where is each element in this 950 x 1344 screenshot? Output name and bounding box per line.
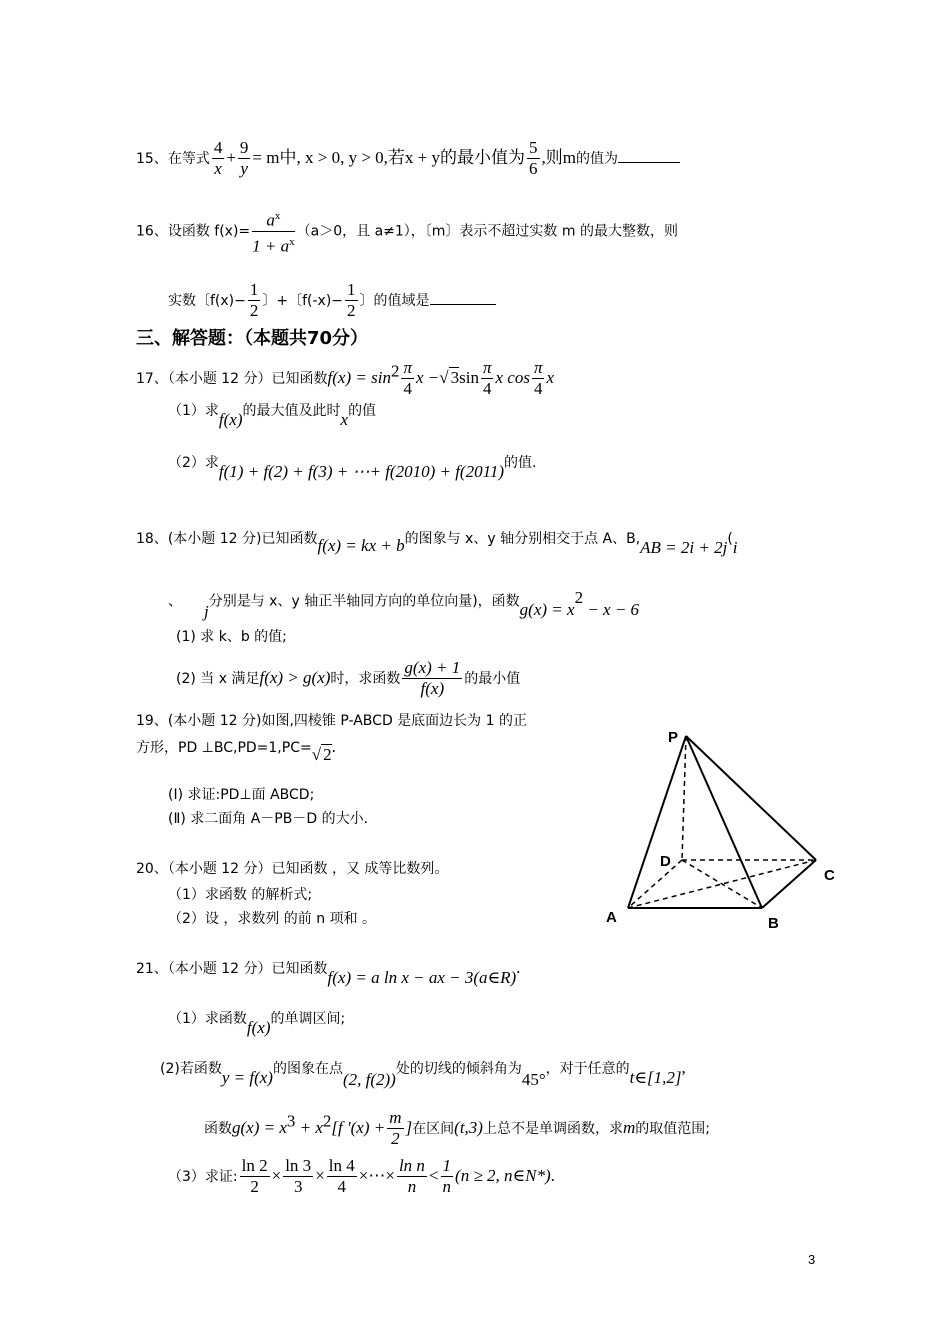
question-16-line-2: 实数〔f(x)− $\frac{1}{2}$ 〕+〔f(-x)− $\frac{1}{2}$ 〕的值域是 — [168, 280, 496, 321]
q19-part-2: (Ⅱ) 求二面角 A－PB－D 的大小. — [168, 811, 369, 827]
q17-part-1: （1）求f(x)的最大值及此时x的值 — [168, 403, 377, 429]
q19-line-2: 方形，PD ⊥BC,PD=1,PC=√ 2. — [136, 737, 336, 764]
q18-part-1: (1) 求 k、b 的值; — [176, 629, 287, 645]
q18-part-2: (2) 当 x 满足f(x) > g(x)时，求函数 $\frac{g(x) + 1}{f(x)}$ 的最小值 — [176, 658, 521, 698]
section-heading: 三、解答题：（本题共70分） — [136, 328, 369, 349]
question-20: 20、（本小题 12 分）已知函数 ，又 成等比数列。 — [136, 861, 449, 877]
edge-pa — [628, 736, 686, 908]
q17-part-2: （2）求f(1) + f(2) + f(3) + ⋯+ f(2010) + f(2011)的值. — [168, 455, 537, 481]
q16-number: 16、 — [136, 223, 168, 240]
question-21: 21、（本小题 12 分）已知函数f(x) = a ln x − ax − 3(a∈R). — [136, 958, 521, 987]
edge-pc — [686, 736, 816, 860]
q15-number: 15、 — [136, 151, 168, 167]
q18-line-2: 、j分别是与 x、y 轴正半轴同方向的单位向量)，函数$g(x) = x^2 - x - 6$ — [168, 588, 640, 622]
q16-answer-blank — [430, 304, 496, 305]
edge-db — [682, 860, 762, 908]
q15-answer-blank — [618, 162, 680, 163]
q15-fraction-4-x: $\frac{4}{x}$ — [213, 138, 223, 178]
q21-number: 21、 — [136, 961, 168, 977]
q21-part-2: (2)若函数y = f(x)的图象在点(2, f(2))处的切线的倾斜角为45°，对于任意的t∈[1,2], — [160, 1058, 686, 1089]
q18-number: 18、 — [136, 531, 168, 547]
label-a: A — [606, 909, 617, 926]
label-c: C — [824, 867, 835, 884]
label-d: D — [660, 853, 671, 870]
pyramid-figure — [596, 722, 846, 936]
question-18: 18、(本小题 12 分)已知函数f(x) = kx + b的图象与 x、y 轴分别相交于点 A、B,AB = 2i + 2j(i — [136, 531, 738, 557]
question-16: 16、设函数 f(x)= $\frac{a^x}{1 + a^x}$ （a＞0，且 a≠1），〔m〕表示不超过实数 m 的最大整数，则 — [136, 206, 678, 256]
q15-fraction-9-y: $\frac{9}{y}$ — [239, 138, 249, 178]
q21-part-3: （3）求证: $\frac{\ln 2}{2}$ × $\frac{\ln 3}{3}$ × $\frac{\ln 4}{4}$ ×⋯× $\frac{\text{ln n}}{n}$ < $\frac{1}{n}$ (n ≥ 2, n∈N*). — [168, 1156, 555, 1196]
q19-part-1: (Ⅰ) 求证:PD⊥面 ABCD; — [168, 787, 315, 803]
q21-part-2-line-2: 函数$g(x) = x^3 + x^2[f$ '(x) + $\frac{m}{2}$ ]在区间(t,3)上总不是单调函数，求m的取值范围; — [204, 1108, 710, 1148]
question-19: 19、(本小题 12 分)如图,四棱锥 P-ABCD 是底面边长为 1 的正 — [136, 713, 527, 729]
page-number: 3 — [808, 1252, 816, 1267]
label-p: P — [668, 729, 679, 746]
q20-part-2: （2）设 ，求数列 的前 n 项和 。 — [168, 911, 377, 927]
edge-pd — [682, 736, 686, 860]
q17-number: 17、 — [136, 371, 168, 387]
q20-part-1: （1）求函数 的解析式; — [168, 887, 313, 903]
q15-fraction-5-6: $\frac{5}{6}$ — [529, 138, 538, 178]
q16-fraction: $\frac{a^x}{1 + a^x}$ — [252, 206, 294, 256]
q15-condition: = m中, x > 0, y > 0,若x + y的最小值为 — [252, 148, 525, 167]
edge-pb — [686, 736, 762, 908]
question-15: 15、在等式 $\frac{4}{x}$ + $\frac{9}{y}$ = m中, x > 0, y > 0,若x + y的最小值为 $\frac{5}{6}$ ,则m的值为 — [136, 138, 680, 179]
q21-part-1: （1）求函数f(x)的单调区间; — [168, 1011, 346, 1037]
question-17: 17、（本小题 12 分）已知函数$f(x) = \sin^2$ $\frac{\pi}{4}$ x −√ 3sin $\frac{\pi}{4}$ x cos $\frac{\pi}{4}$ x — [136, 358, 555, 398]
label-b: B — [768, 915, 779, 932]
